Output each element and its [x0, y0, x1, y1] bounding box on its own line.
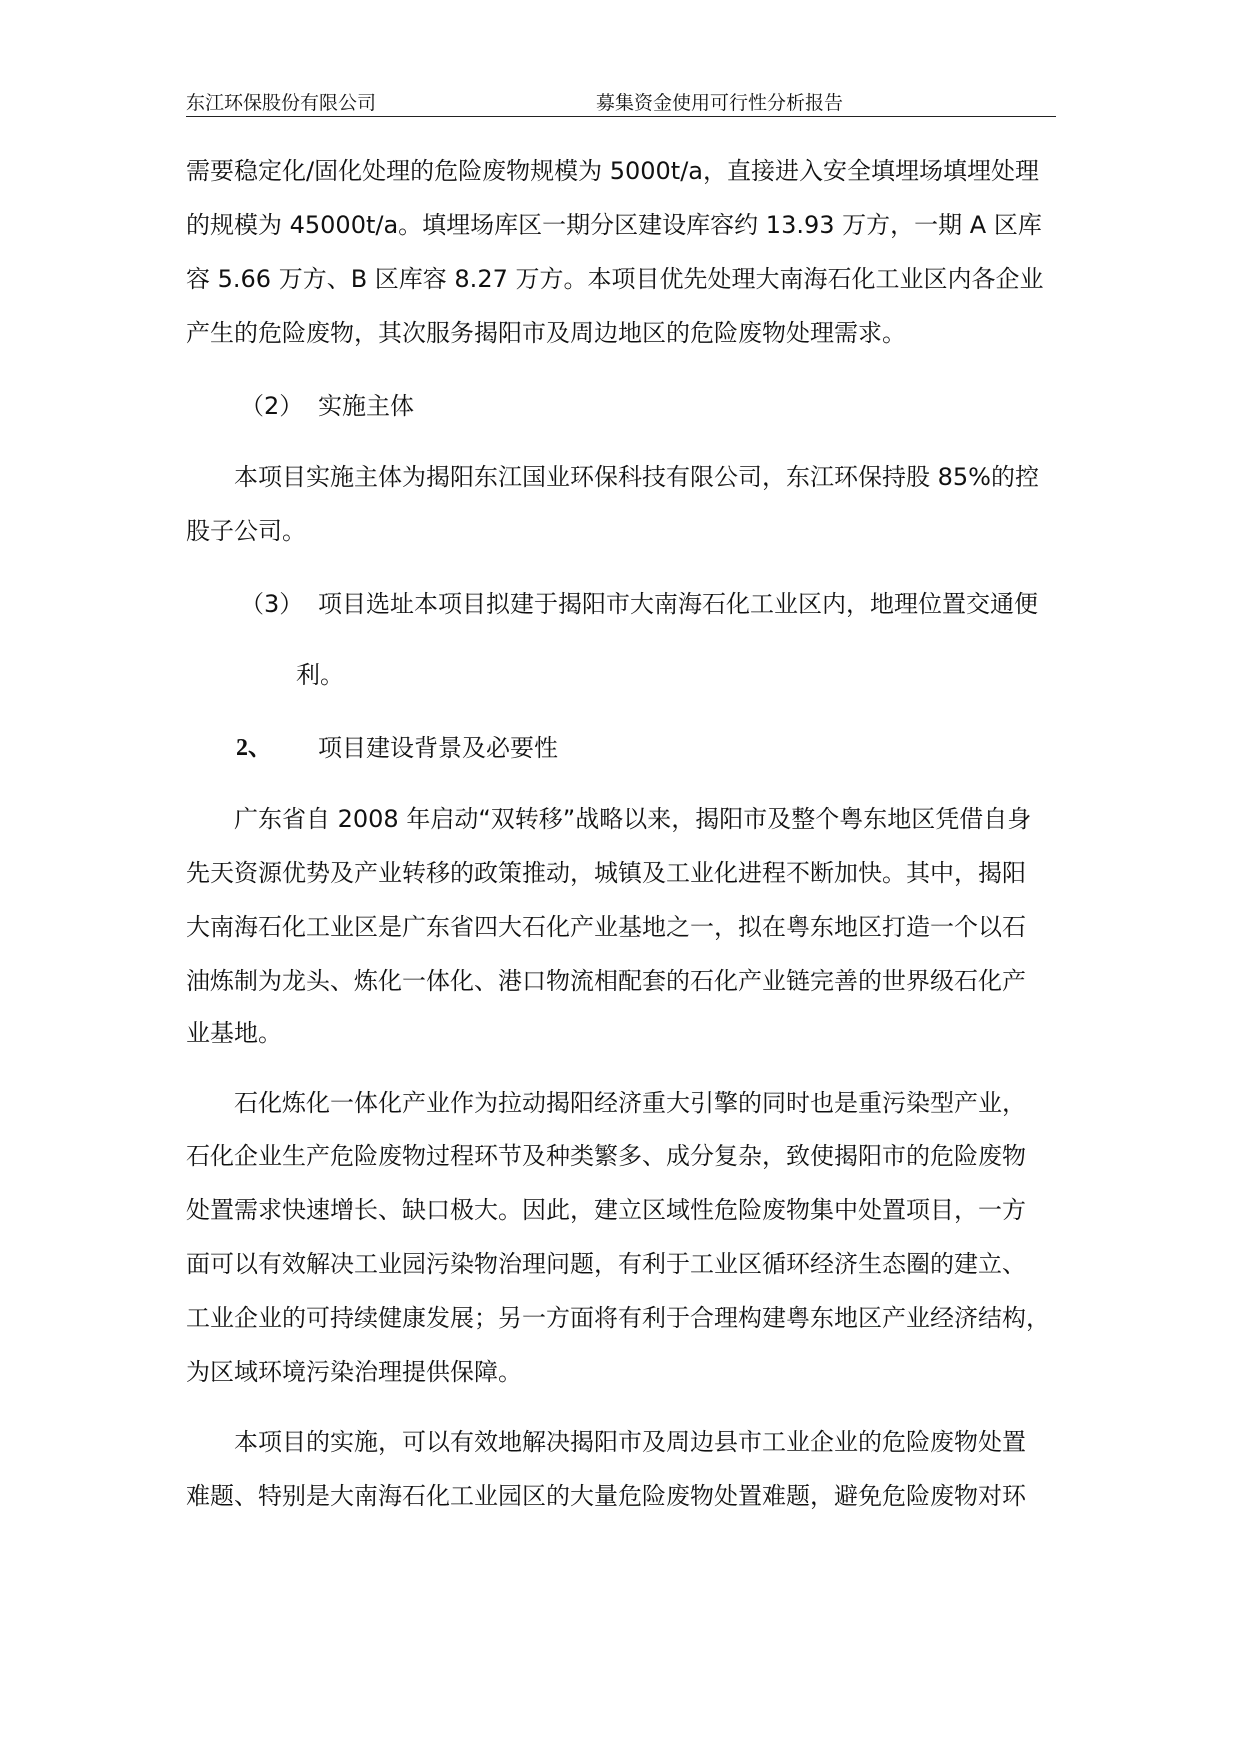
section-title: 项目建设背景及必要性 [318, 734, 558, 762]
header-report-title: 募集资金使用可行性分析报告 [596, 92, 844, 114]
text-line: 的规模为 45000t/a。填埋场库区一期分区建设库容约 13.93 万方，一期 A 区库 [186, 211, 1042, 239]
text-line: 面可以有效解决工业园污染物治理问题，有利于工业区循环经济生态圈的建立、 [186, 1250, 1026, 1278]
text-line: 大南海石化工业区是广东省四大石化产业基地之一，拟在粤东地区打造一个以石 [186, 913, 1026, 941]
text-line: 容 5.66 万方、B 区库容 8.27 万方。本项目优先处理大南海石化工业区内各企业 [186, 265, 1044, 293]
text-line: 需要稳定化/固化处理的危险废物规模为 5000t/a，直接进入安全填埋场填埋处理 [186, 157, 1039, 185]
section-number: 2、 [236, 735, 272, 761]
list-item-title: 实施主体 [318, 392, 414, 420]
list-marker: （2） [240, 392, 304, 420]
text-line: 油炼制为龙头、炼化一体化、港口物流相配套的石化产业链完善的世界级石化产 [186, 967, 1026, 995]
text-line: 石化炼化一体化产业作为拉动揭阳经济重大引擎的同时也是重污染型产业， [234, 1089, 1026, 1117]
text-line: 难题、特别是大南海石化工业园区的大量危险废物处置难题，避免危险废物对环 [186, 1482, 1026, 1510]
list-item-text-continued: 利。 [296, 661, 344, 689]
text-line: 工业企业的可持续健康发展；另一方面将有利于合理构建粤东地区产业经济结构， [186, 1304, 1050, 1332]
text-line: 先天资源优势及产业转移的政策推动，城镇及工业化进程不断加快。其中，揭阳 [186, 859, 1026, 887]
text-line: 产生的危险废物，其次服务揭阳市及周边地区的危险废物处理需求。 [186, 319, 906, 347]
page-header [186, 90, 1056, 117]
text-line: 广东省自 2008 年启动“双转移”战略以来，揭阳市及整个粤东地区凭借自身 [234, 805, 1032, 833]
list-item-text: 项目选址本项目拟建于揭阳市大南海石化工业区内，地理位置交通便 [318, 590, 1038, 618]
list-marker: （3） [240, 590, 304, 618]
header-company-name: 东江环保股份有限公司 [186, 92, 377, 114]
text-line: 为区域环境污染治理提供保障。 [186, 1358, 522, 1386]
text-line: 本项目的实施，可以有效地解决揭阳市及周边县市工业企业的危险废物处置 [234, 1428, 1026, 1456]
text-line: 业基地。 [186, 1019, 282, 1047]
text-line: 本项目实施主体为揭阳东江国业环保科技有限公司，东江环保持股 85%的控 [234, 463, 1039, 491]
text-line: 石化企业生产危险废物过程环节及种类繁多、成分复杂，致使揭阳市的危险废物 [186, 1142, 1026, 1170]
text-line: 处置需求快速增长、缺口极大。因此，建立区域性危险废物集中处置项目，一方 [186, 1196, 1026, 1224]
text-line: 股子公司。 [186, 517, 306, 545]
